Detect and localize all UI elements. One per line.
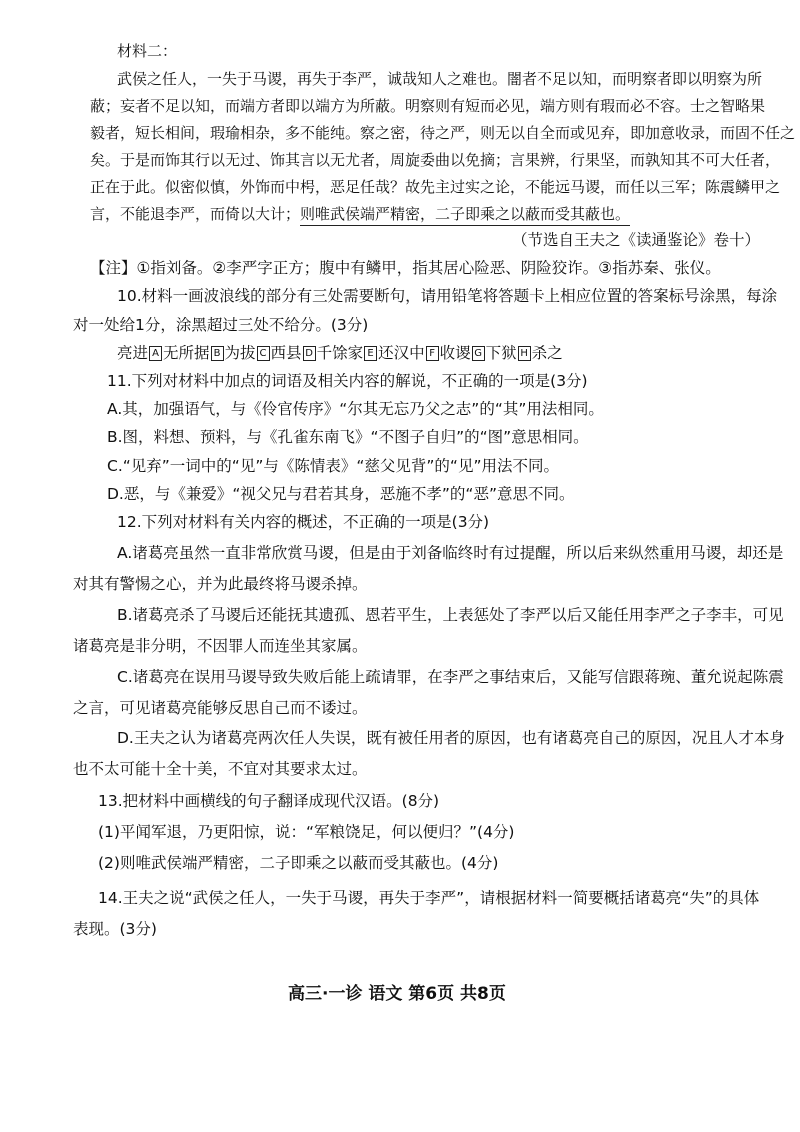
answer-box-g[interactable]: G xyxy=(472,346,485,361)
sentence-break-segments: 亮进 A 无所据 B 为拔 C 西县 D 千馀家 E 还汉中 F 收谡 G 下狱 H 杀之 xyxy=(117,344,563,362)
answer-box-d[interactable]: D xyxy=(303,346,316,361)
question-12-option-b: B.诸葛亮杀了马谡后还能抚其遗孤、恩若平生，上表惩处了李严以后又能任用李严之子李丰，可见 xyxy=(117,606,784,624)
answer-box-f[interactable]: F xyxy=(426,346,439,361)
answer-box-c[interactable]: C xyxy=(257,346,270,361)
question-12-option-b-cont: 诸葛亮是非分明，不因罪人而连坐其家属。 xyxy=(73,637,368,655)
question-12-option-a-cont: 对其有警惕之心，并为此最终将马谡杀掉。 xyxy=(73,575,368,593)
question-12-stem: 12.下列对材料有关内容的概述，不正确的一项是(3分) xyxy=(117,513,490,531)
material-line: 蔽；妄者不足以知，而端方者即以端方为所蔽。明察则有短而必见，端方则有瑕而必不容。士之智略果 xyxy=(90,97,766,115)
underlined-sentence: 则唯武侯端严精密，二子即乘之以蔽而受其蔽也。 xyxy=(300,205,630,226)
question-12-option-d: D.王夫之认为诸葛亮两次任人失误，既有被任用者的原因，也有诸葛亮自己的原因，况且人才本身 xyxy=(117,729,785,747)
question-12-option-a: A.诸葛亮虽然一直非常欣赏马谡，但是由于刘备临终时有过提醒，所以后来纵然重用马谡，却还是 xyxy=(117,544,784,562)
material-line: 武侯之任人，一失于马谡，再失于李严，诚哉知人之难也。闇者不足以知，而明察者即以明察为所 xyxy=(117,70,763,88)
question-12-option-c: C.诸葛亮在误用马谡导致失败后能上疏请罪，在李严之事结束后，又能写信跟蒋琬、董允说起陈震 xyxy=(117,668,784,686)
question-10-stem: 10.材料一画波浪线的部分有三处需要断句，请用铅笔将答题卡上相应位置的答案标号涂黑，每涂 xyxy=(117,287,778,305)
question-10-stem-cont: 对一处给1分，涂黑超过三处不给分。(3分) xyxy=(73,316,369,334)
answer-box-a[interactable]: A xyxy=(149,346,162,361)
material-line-plain: 言，不能退李严，而倚以大计； xyxy=(90,205,301,223)
question-13-item-1: (1)平闻军退，乃更阳惊，说：“军粮饶足，何以便归？”(4分) xyxy=(98,823,515,841)
question-12-option-d-cont: 也不太可能十全十美，不宜对其要求太过。 xyxy=(73,760,368,778)
page-footer: 高三·一诊 语文 第6页 共8页 xyxy=(288,984,506,1004)
material-line-last xyxy=(90,207,630,222)
question-13-stem: 13.把材料中画横线的句子翻译成现代汉语。(8分) xyxy=(98,792,440,810)
material-heading: 材料二： xyxy=(117,42,178,60)
answer-box-e[interactable]: E xyxy=(364,346,377,361)
material-line: 正在于此。似密似慎，外饰而中枵，恶足任哉？故先主过实之论，不能远马谡，而任以三军；陈震鳞甲之 xyxy=(90,178,781,196)
question-12-option-c-cont: 之言，可见诸葛亮能够反思自己而不诿过。 xyxy=(73,699,368,717)
answer-box-h[interactable]: H xyxy=(518,346,531,361)
material-line: 毅者，短长相间，瑕瑜相杂，多不能纯。察之密，待之严，则无以自全而或见弃，即加意收录，而固不任之 xyxy=(90,124,796,142)
material-line: 矣。于是而饰其行以无过、饰其言以无尤者，周旋委曲以免摘；言果辨，行果坚，而孰知其不可大任者， xyxy=(90,151,781,169)
question-11-option-b: B.图，料想、预料，与《孔雀东南飞》“不图子自归”的“图”意思相同。 xyxy=(107,428,589,446)
question-13-item-2: (2)则唯武侯端严精密，二子即乘之以蔽而受其蔽也。(4分) xyxy=(98,854,499,872)
annotation-note: 【注】①指刘备。②李严字正方；腹中有鳞甲，指其居心险恶、阴险狡诈。③指苏秦、张仪。 xyxy=(90,259,721,277)
question-11-option-d: D.恶，与《兼爱》“视父兄与君若其身，恶施不孝”的“恶”意思不同。 xyxy=(107,485,575,503)
source-citation: （节选自王夫之《读通鉴论》卷十） xyxy=(512,231,761,249)
question-14-stem: 14.王夫之说“武侯之任人，一失于马谡，再失于李严”，请根据材料一简要概括诸葛亮“失”的具体 xyxy=(98,889,760,907)
question-11-stem: 11.下列对材料中加点的词语及相关内容的解说，不正确的一项是(3分) xyxy=(107,372,588,390)
question-14-stem-cont: 表现。(3分) xyxy=(73,920,157,938)
question-11-option-c: C.“见弃”一词中的“见”与《陈情表》“慈父见背”的“见”用法不同。 xyxy=(107,457,559,475)
question-11-option-a: A.其，加强语气，与《伶官传序》“尔其无忘乃父之志”的“其”用法相同。 xyxy=(107,400,604,418)
answer-box-b[interactable]: B xyxy=(211,346,224,361)
